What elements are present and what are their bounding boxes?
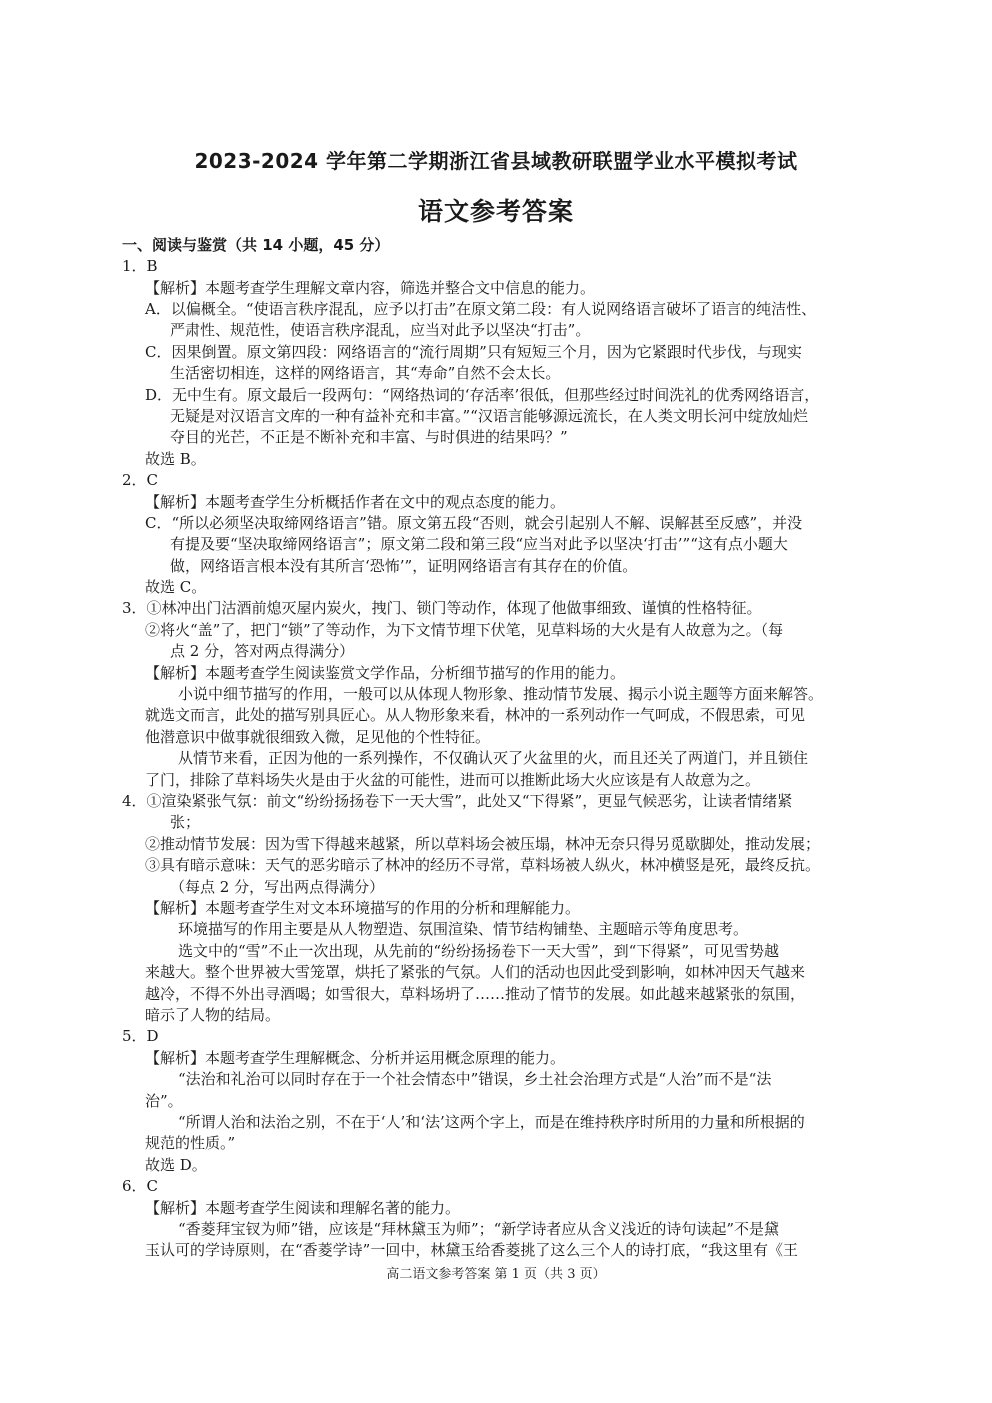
- answer-line: 暗示了人物的结局。: [145, 1006, 281, 1024]
- answer-line: C．“所以必须坚决取缔网络语言”错。原文第五段“否则，就会引起别人不解、误解甚至反感”，并没: [145, 514, 803, 532]
- answer-line: 做，网络语言根本没有其所言‘恐怖’”，证明网络语言有其存在的价值。: [170, 557, 638, 575]
- answer-line: 【解析】本题考查学生阅读鉴赏文学作品，分析细节描写的作用的能力。: [145, 664, 626, 682]
- answer-line: 就选文而言，此处的描写别具匠心。从人物形象来看，林冲的一系列动作一气呵成，不假思索，可见: [145, 706, 806, 724]
- answer-key-title: 语文参考答案: [417, 197, 574, 226]
- answer-line: 6．C: [122, 1177, 159, 1195]
- answer-line: 生活密切相连，这样的网络语言，其“寿命”自然不会太长。: [170, 364, 561, 382]
- section-number: 一、: [122, 236, 153, 254]
- answer-line: 【解析】本题考查学生理解概念、分析并运用概念原理的能力。: [145, 1049, 566, 1067]
- answer-line: （每点 2 分，写出两点得满分）: [170, 878, 385, 896]
- answer-line: “香菱拜宝钗为师”错，应该是“拜林黛玉为师”；“新学诗者应从含义浅近的诗句读起”不是黛: [178, 1220, 780, 1238]
- answer-line: 越冷，不得不外出寻酒喝；如雪很大，草料场坍了……推动了情节的发展。如此越来越紧张的氛围，: [145, 985, 806, 1003]
- section-heading: [122, 235, 389, 256]
- answer-line: 夺目的光芒，不正是不断补充和丰富、与时俱进的结果吗？”: [170, 428, 568, 446]
- answer-line: 无疑是对汉语言文库的一种有益补充和丰富。”“汉语言能够源远流长，在人类文明长河中绽放灿烂: [170, 407, 808, 425]
- answer-line: 【解析】本题考查学生理解文章内容，筛选并整合文中信息的能力。: [145, 279, 596, 297]
- answer-line: 小说中细节描写的作用，一般可以从体现人物形象、推动情节发展、揭示小说主题等方面来解答。: [178, 685, 824, 703]
- answer-line: 严肃性、规范性，使语言秩序混乱，应当对此予以坚决“打击”。: [170, 321, 591, 339]
- answer-line: 治”。: [145, 1092, 183, 1110]
- section-title: 阅读与鉴赏（共 14 小题，45 分）: [152, 236, 390, 254]
- answer-line: 了门，排除了草料场失火是由于火盆的可能性，进而可以推断此场大火应该是有人故意为之。: [145, 771, 761, 789]
- answer-line: 选文中的“雪”不止一次出现，从先前的“纷纷扬扬卷下一天大雪”，到“下得紧”，可见雪势越: [178, 942, 780, 960]
- answer-line: 故选 B。: [145, 450, 206, 468]
- answer-line: 1．B: [122, 257, 158, 275]
- answer-line: “所谓人治和法治之别，不在于‘人’和‘法’这两个字上，而是在维持秩序时所用的力量和所根据的: [178, 1113, 805, 1131]
- answer-line: 来越大。整个世界被大雪笼罩，烘托了紧张的气氛。人们的活动也因此受到影响，如林冲因天气越来: [145, 963, 806, 981]
- page-footer: 高二语文参考答案 第 1 页（共 3 页）: [386, 1267, 606, 1282]
- answer-line: 点 2 分，答对两点得满分）: [170, 642, 355, 660]
- answer-line: ②将火“盖”了，把门“锁”了等动作，为下文情节埋下伏笔，见草料场的大火是有人故意为之。（每: [145, 621, 784, 639]
- answer-line: 玉认可的学诗原则，在“香菱学诗”一回中，林黛玉给香菱挑了这么三个人的诗打底，“我这里有《王: [145, 1241, 799, 1259]
- answer-line: 规范的性质。”: [145, 1134, 236, 1152]
- exam-title: 2023-2024 学年第二学期浙江省县域教研联盟学业水平模拟考试: [194, 149, 798, 173]
- answer-line: “法治和礼治可以同时存在于一个社会情态中”错误，乡土社会治理方式是“人治”而不是“法: [178, 1070, 772, 1088]
- answer-line: C．因果倒置。原文第四段：网络语言的“流行周期”只有短短三个月，因为它紧跟时代步伐，与现实: [145, 343, 802, 361]
- answer-line: 4．①渲染紧张气氛：前文“纷纷扬扬卷下一天大雪”，此处又“下得紧”，更显气候恶劣，让读者情绪紧: [122, 792, 793, 810]
- answer-line: ②推动情节发展：因为雪下得越来越紧，所以草料场会被压塌，林冲无奈只得另觅歇脚处，推动发展；: [145, 835, 821, 853]
- answer-line: A．以偏概全。“使语言秩序混乱，应予以打击”在原文第二段：有人说网络语言破坏了语言的纯洁性、: [145, 300, 817, 318]
- answer-line: 故选 C。: [145, 578, 207, 596]
- answer-line: 故选 D。: [145, 1156, 207, 1174]
- answer-line: ③具有暗示意味：天气的恶劣暗示了林冲的经历不寻常，草料场被人纵火，林冲横竖是死，最终反抗。: [145, 856, 821, 874]
- answer-line: 3．①林冲出门沽酒前熄灭屋内炭火，拽门、锁门等动作，体现了他做事细致、谨慎的性格特征。: [122, 599, 762, 617]
- answer-line: 【解析】本题考查学生阅读和理解名著的能力。: [145, 1199, 461, 1217]
- answer-line: 张；: [170, 813, 201, 831]
- answer-line: 【解析】本题考查学生分析概括作者在文中的观点态度的能力。: [145, 493, 566, 511]
- answer-line: 有提及要“坚决取缔网络语言”；原文第二段和第三段“应当对此予以坚决‘打击’”“这有点小题大: [170, 535, 788, 553]
- answer-line: 5．D: [122, 1027, 159, 1045]
- answer-line: 【解析】本题考查学生对文本环境描写的作用的分析和理解能力。: [145, 899, 581, 917]
- answer-line: 环境描写的作用主要是从人物塑造、氛围渲染、情节结构铺垫、主题暗示等角度思考。: [178, 920, 749, 938]
- answer-line: 2．C: [122, 471, 159, 489]
- answer-line: D．无中生有。原文最后一段两句：“网络热词的‘存活率’很低，但那些经过时间洗礼的优秀网络语言，: [145, 386, 820, 404]
- answer-line: 他潜意识中做事就很细致入微，足见他的个性特征。: [145, 728, 491, 746]
- answer-line: 从情节来看，正因为他的一系列操作，不仅确认灭了火盆里的火，而且还关了两道门，并且锁住: [178, 749, 809, 767]
